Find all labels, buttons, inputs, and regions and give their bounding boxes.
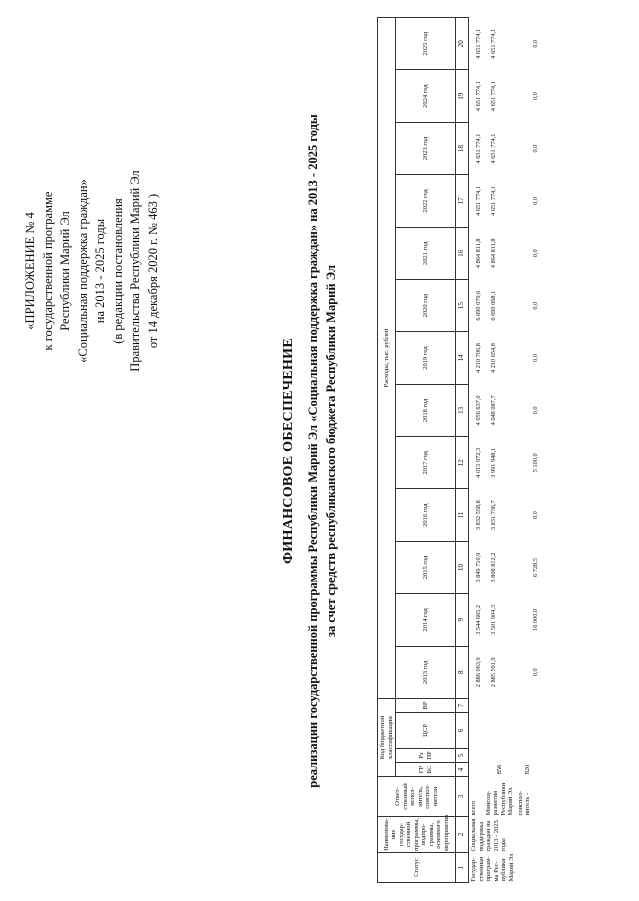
document-heading — [280, 41, 340, 861]
value-cell: 3 808 812,2 — [489, 552, 497, 583]
value-cell: 4 048 087,7 — [489, 395, 497, 426]
header-year: 2022 год — [396, 175, 456, 227]
header-year: 2016 год — [396, 489, 456, 541]
value-cell: 3 832 558,8 — [475, 500, 482, 531]
value-cell: 4 651 774,1 — [489, 133, 497, 164]
appendix-line: «Социальная поддержка граждан» — [75, 179, 90, 363]
page-title: ФИНАНСОВОЕ ОБЕСПЕЧЕНИЕ — [281, 337, 296, 565]
column-number: 1 — [456, 853, 469, 883]
table-row — [469, 18, 484, 883]
grbs-cell: 820 — [524, 764, 531, 775]
header-year: 2020 год — [396, 279, 456, 331]
column-number: 11 — [456, 489, 469, 541]
value-cell: 4 210 654,8 — [489, 343, 497, 373]
value-cell: 6 690 068,1 — [489, 290, 497, 321]
value-cell: 0,0 — [531, 144, 539, 153]
value-cell: 3 831 736,7 — [489, 500, 497, 531]
value-cell: 4 651 774,1 — [475, 28, 482, 59]
appendix-line: к государственной программе — [40, 191, 55, 351]
column-number: 10 — [456, 541, 469, 593]
appendix-line: Республики Марий Эл — [58, 211, 72, 331]
vr-cell — [484, 698, 516, 712]
value-cell: 0,0 — [531, 406, 539, 415]
page-subtitle-2: за счет средств республиканского бюджета Республики Марий Эл — [324, 264, 338, 638]
table-row — [484, 18, 516, 883]
column-number: 9 — [456, 594, 469, 646]
column-number: 16 — [456, 227, 469, 279]
header-csr: ЦСР — [396, 713, 456, 749]
column-number: 19 — [456, 70, 469, 122]
header-year: 2025 год — [396, 18, 456, 70]
header-vr: ВР — [396, 698, 456, 712]
value-cell: 0,0 — [531, 249, 539, 258]
appendix-line: на 2013 - 2025 годы — [93, 218, 107, 324]
column-number: 14 — [456, 332, 469, 384]
header-status: Статус — [378, 853, 456, 883]
header-year: 2013 год — [396, 646, 456, 698]
column-number: 13 — [456, 384, 469, 436]
column-number: 5 — [456, 749, 469, 763]
value-cell: 0,0 — [531, 354, 539, 362]
header-year: 2018 год — [396, 384, 456, 436]
appendix-line: от 14 декабря 2020 г. № 463 ) — [145, 193, 160, 349]
value-cell: 5 100,0 — [531, 453, 539, 473]
column-number: 17 — [456, 175, 469, 227]
header-year: 2019 год — [396, 332, 456, 384]
rzpr-cell — [484, 749, 516, 763]
header-year: 2024 год — [396, 70, 456, 122]
header-year: 2014 год — [396, 594, 456, 646]
value-cell: 0,0 — [531, 196, 539, 205]
table-row — [516, 18, 541, 883]
value-cell: 4 651 774,1 — [475, 185, 482, 216]
header-year: 2017 год — [396, 437, 456, 489]
value-cell: 0,0 — [531, 39, 539, 48]
vr-cell — [516, 698, 541, 712]
csr-cell — [469, 713, 484, 749]
column-number: 4 — [456, 763, 469, 777]
vr-cell — [469, 698, 484, 712]
header-year: 2015 год — [396, 541, 456, 593]
value-cell: 0,0 — [531, 511, 539, 520]
value-cell: 3 991 948,1 — [489, 447, 497, 478]
header-budget-code: Код бюджетной классификации — [378, 698, 396, 776]
value-cell: 2 885 591,9 — [489, 657, 497, 688]
value-cell: 4 651 774,1 — [489, 185, 497, 216]
header-expenses: Расходы, тыс. рублей — [378, 18, 396, 699]
program-name-cell: Социальная поддержка граждан на 2013 - 2025 годы — [470, 818, 507, 852]
rzpr-cell — [516, 749, 541, 763]
header-responsible: Ответ-ственный испол-нитель, соиспол-нители — [378, 777, 456, 817]
value-cell: 3 501 904,3 — [489, 604, 497, 635]
value-cell: 4 651 774,1 — [489, 28, 497, 59]
rzpr-cell — [469, 749, 484, 763]
page-subtitle: реализации государственной программы Республики Марий Эл «Социальная поддержка граждан» на 2013 - 2025 годы — [306, 114, 320, 788]
header-year: 2023 год — [396, 122, 456, 174]
column-number: 12 — [456, 437, 469, 489]
value-cell: 0,0 — [531, 92, 539, 101]
value-cell: 0,0 — [531, 668, 539, 677]
appendix-block — [22, 71, 162, 471]
value-cell: 0,0 — [531, 301, 539, 310]
value-cell: 6 728,5 — [531, 558, 539, 577]
status-cell: Государ-ственная програм-ма Рес-публики Марий Эл — [470, 853, 515, 882]
value-cell: 6 690 079,6 — [475, 290, 482, 321]
value-cell: 4 015 972,3 — [475, 447, 482, 478]
value-cell: 16 000,0 — [531, 608, 539, 631]
column-number: 15 — [456, 279, 469, 331]
responsible-cell: всего — [470, 800, 477, 816]
appendix-line: (в редакции постановления — [110, 198, 125, 344]
csr-cell — [516, 713, 541, 749]
appendix-line: «ПРИЛОЖЕНИЕ № 4 — [23, 212, 37, 330]
header-rzpr: Рз ПР — [396, 749, 456, 763]
financing-table — [377, 17, 540, 883]
header-name: Наименова-ние государ-ственной программы, подпро-граммы, основного мероприятия — [378, 817, 456, 853]
column-number: 8 — [456, 646, 469, 698]
value-cell: 4 651 774,1 — [475, 133, 482, 164]
column-number-row — [456, 18, 469, 883]
value-cell: 4 651 774,1 — [475, 81, 482, 112]
column-number: 2 — [456, 817, 469, 853]
grbs-cell — [469, 763, 484, 777]
header-year: 2021 год — [396, 227, 456, 279]
value-cell: 4 864 811,8 — [475, 238, 482, 269]
column-number: 6 — [456, 713, 469, 749]
csr-cell — [484, 713, 516, 749]
header-grbs: ГР БС — [396, 763, 456, 777]
value-cell: 3 544 665,2 — [475, 604, 482, 635]
value-cell: 4 651 774,1 — [489, 81, 497, 112]
column-number: 18 — [456, 122, 469, 174]
appendix-line: Правительства Республики Марий Эл — [128, 170, 142, 372]
value-cell: 4 056 637,0 — [475, 395, 482, 426]
value-cell: 4 864 811,8 — [489, 238, 497, 269]
value-cell: 4 210 706,8 — [475, 343, 482, 373]
responsible-cell: соиспол-нитель - — [516, 790, 531, 816]
responsible-cell: Минсоц-развития Республики Марий Эл — [484, 782, 514, 816]
value-cell: 3 849 710,9 — [475, 552, 482, 583]
column-number: 20 — [456, 18, 469, 70]
value-cell: 2 886 063,9 — [475, 657, 482, 688]
grbs-cell: 856 — [495, 764, 503, 775]
column-number: 7 — [456, 698, 469, 712]
column-number: 3 — [456, 777, 469, 817]
